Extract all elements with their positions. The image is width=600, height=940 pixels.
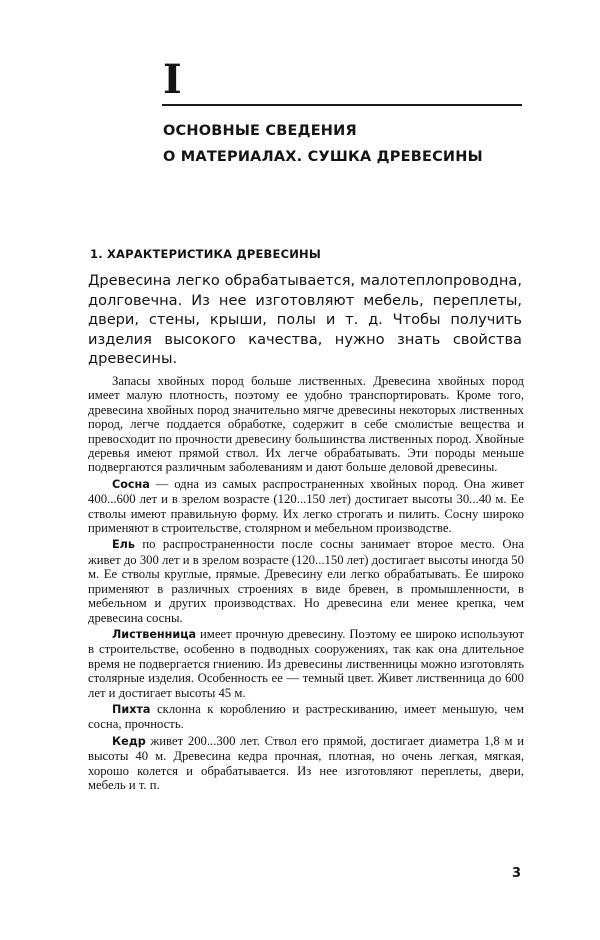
paragraph-term: Пихта xyxy=(112,702,151,716)
page-number: 3 xyxy=(512,866,522,881)
paragraph-larch xyxy=(88,627,524,700)
paragraph-text: имеет прочную древесину. Поэтому ее широко используют в строительстве, особенно в подводных сооружениях, так как она длительное время не подвергается гниению. Из древесины лиственницы можно изготовлять столярные изделия. Особенность ее — темный цвет. Живет лиственница до 600 лет и достигает высоты 45 м. xyxy=(88,626,524,700)
paragraph-term: Лиственница xyxy=(112,627,197,641)
section-heading: 1. ХАРАКТЕРИСТИКА ДРЕВЕСИНЫ xyxy=(90,247,321,261)
paragraph-term: Кедр xyxy=(112,734,146,748)
paragraph-text: живет 200...300 лет. Ствол его прямой, достигает диаметра 1,8 м и высоты 40 м. Древесина кедра прочная, плотная, но очень легкая, мягкая, хорошо колется и обрабатывается. Из нее изготовляют переплеты, двери, мебель и т. п. xyxy=(88,733,524,792)
chapter-title xyxy=(163,118,483,170)
paragraph-text: по распространенности после сосны занимает второе место. Она живет до 300 лет и в зрелом возрасте (120...150 лет) достигает высоты иногда 50 м. Ее стволы круглые, прямые. Древесину ели легко обрабатывать. Ее широко применяют в различных строениях в виде бревен, в промышленности, в мебельном и других производствах. Но древесина ели менее крепка, чем древесина сосны. xyxy=(88,537,524,625)
chapter-number: I xyxy=(163,56,182,103)
body-text xyxy=(88,374,524,794)
paragraph-term: Ель xyxy=(112,538,135,552)
paragraph-fir xyxy=(88,702,524,732)
paragraph-text: Запасы хвойных пород больше лиственных. Древесина хвойных пород имеет малую плотность, поэтому ее удобно транспортировать. Кроме того, древесина хвойных пород значительно мягче древесины некоторых лиственных пород, легче поддается обработке, содержит в себе смолистые вещества и превосходит по прочности древесину большинства лиственных пород. Хвойные деревья имеют прямой ствол. Их легче обрабатывать. Эти породы меньше подвергаются различным заболеваниям и дают больше деловой древесины. xyxy=(88,374,524,475)
chapter-divider xyxy=(162,104,522,106)
intro-paragraph: Древесина легко обрабатывается, малотеплопроводна, долговечна. Из нее изготовляют мебель, переплеты, двери, стены, крыши, полы и т. д. Чтобы получить изделия высокого качества, нужно знать свойства древесины. xyxy=(88,272,522,368)
paragraph-text: — одна из самых распространенных хвойных пород. Она живет 400...600 лет и в зрелом возрасте (120...150 лет) достигает высоты 30...40 м. Ее стволы имеют правильную форму. Их легко строгать и пилить. Сосну широко применяют в строительстве, столярном и мебельном производстве. xyxy=(88,476,524,536)
chapter-title-line-1: ОСНОВНЫЕ СВЕДЕНИЯ xyxy=(163,123,357,139)
paragraph-term: Сосна xyxy=(112,477,150,491)
paragraph-text: склонна к короблению и растрескиванию, имеет меньшую, чем сосна, прочность. xyxy=(88,701,524,732)
chapter-title-line-2: О МАТЕРИАЛАХ. СУШКА ДРЕВЕСИНЫ xyxy=(163,149,483,165)
paragraph-pine xyxy=(88,477,524,536)
paragraph-conifers xyxy=(88,374,524,475)
paragraph-cedar xyxy=(88,734,524,793)
paragraph-spruce xyxy=(88,537,524,624)
